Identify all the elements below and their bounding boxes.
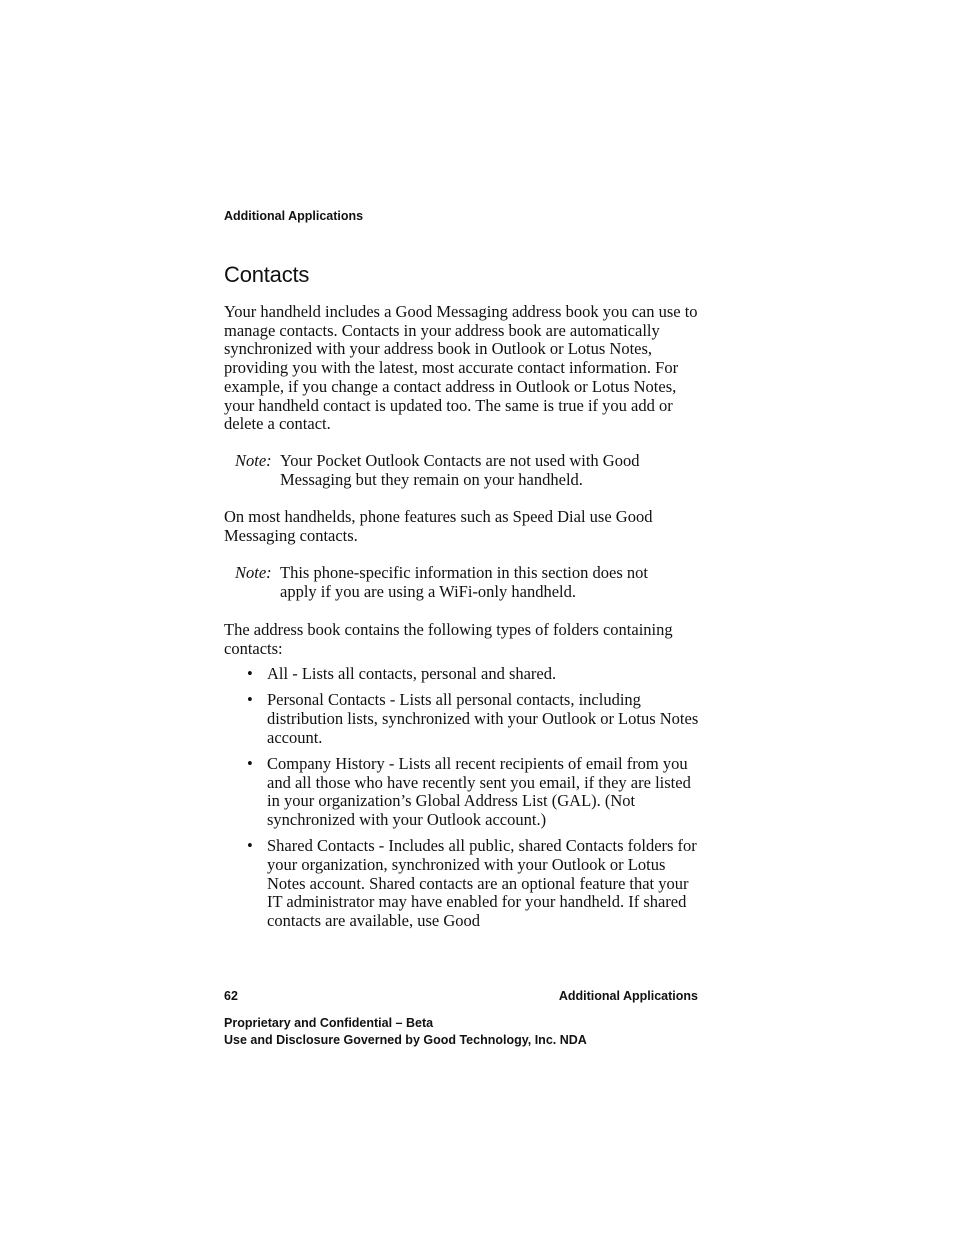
bullet-icon: •: [247, 690, 253, 710]
footer-section-name: Additional Applications: [558, 989, 698, 1003]
list-item-shared-contacts: [224, 837, 704, 931]
phone-features-paragraph: On most handhelds, phone features such as Speed Dial use Good Messaging contacts.: [224, 507, 653, 545]
list-item-text: Shared Contacts - Includes all public, shared Contacts folders for your organization, synchronized with your Outlook or Lotus Notes account. Shared contacts are an optional feature that your IT administrator may have enabled for your handheld. If shared contacts are available, use Good: [267, 836, 697, 930]
bullet-icon: •: [247, 836, 253, 856]
bullet-icon: •: [247, 753, 253, 773]
page-number: 62: [224, 989, 238, 1003]
note-text: This phone-specific information in this section does not apply if you are using a WiFi-only handheld.: [280, 563, 648, 601]
list-item-text: Company History - Lists all recent recipients of email from you and all those who have recently sent you email, if they are listed in your organization’s Global Address List (GAL). (Not synchronized with your Outlook account.): [267, 753, 691, 829]
legal-line-confidential: Proprietary and Confidential – Beta: [224, 1016, 434, 1030]
note-pocket-outlook: [235, 452, 675, 489]
folder-types-list: [224, 665, 704, 938]
list-item-all: [224, 665, 704, 684]
intro-paragraph: Your handheld includes a Good Messaging address book you can use to manage contacts. Contacts in your address book are automatically synchronized with your address book in Outlook or Lotus Notes, providing you with the latest, most accurate contact information. For example, if you change a contact address in Outlook or Lotus Notes, your handheld contact is updated too. The same is true if you add or delete a contact.: [224, 302, 698, 434]
note-text: Your Pocket Outlook Contacts are not used with Good Messaging but they remain on your handheld.: [280, 451, 640, 489]
bullet-icon: •: [247, 664, 253, 683]
note-label: Note:: [235, 451, 272, 470]
list-item-personal-contacts: [224, 691, 704, 747]
legal-line-nda: Use and Disclosure Governed by Good Technology, Inc. NDA: [224, 1032, 587, 1047]
list-item-text: All - Lists all contacts, personal and shared.: [267, 664, 557, 683]
list-item-company-history: [224, 755, 704, 830]
section-title: Contacts: [224, 262, 310, 287]
note-wifi-only: [235, 564, 675, 601]
footer-legal-notice: [224, 1015, 587, 1048]
note-label: Note:: [235, 563, 272, 582]
list-item-text: Personal Contacts - Lists all personal contacts, including distribution lists, synchronized with your Outlook or Lotus Notes account.: [267, 690, 699, 747]
folders-intro-paragraph: The address book contains the following types of folders containing contacts:: [224, 620, 673, 658]
running-header: Additional Applications: [224, 209, 364, 223]
